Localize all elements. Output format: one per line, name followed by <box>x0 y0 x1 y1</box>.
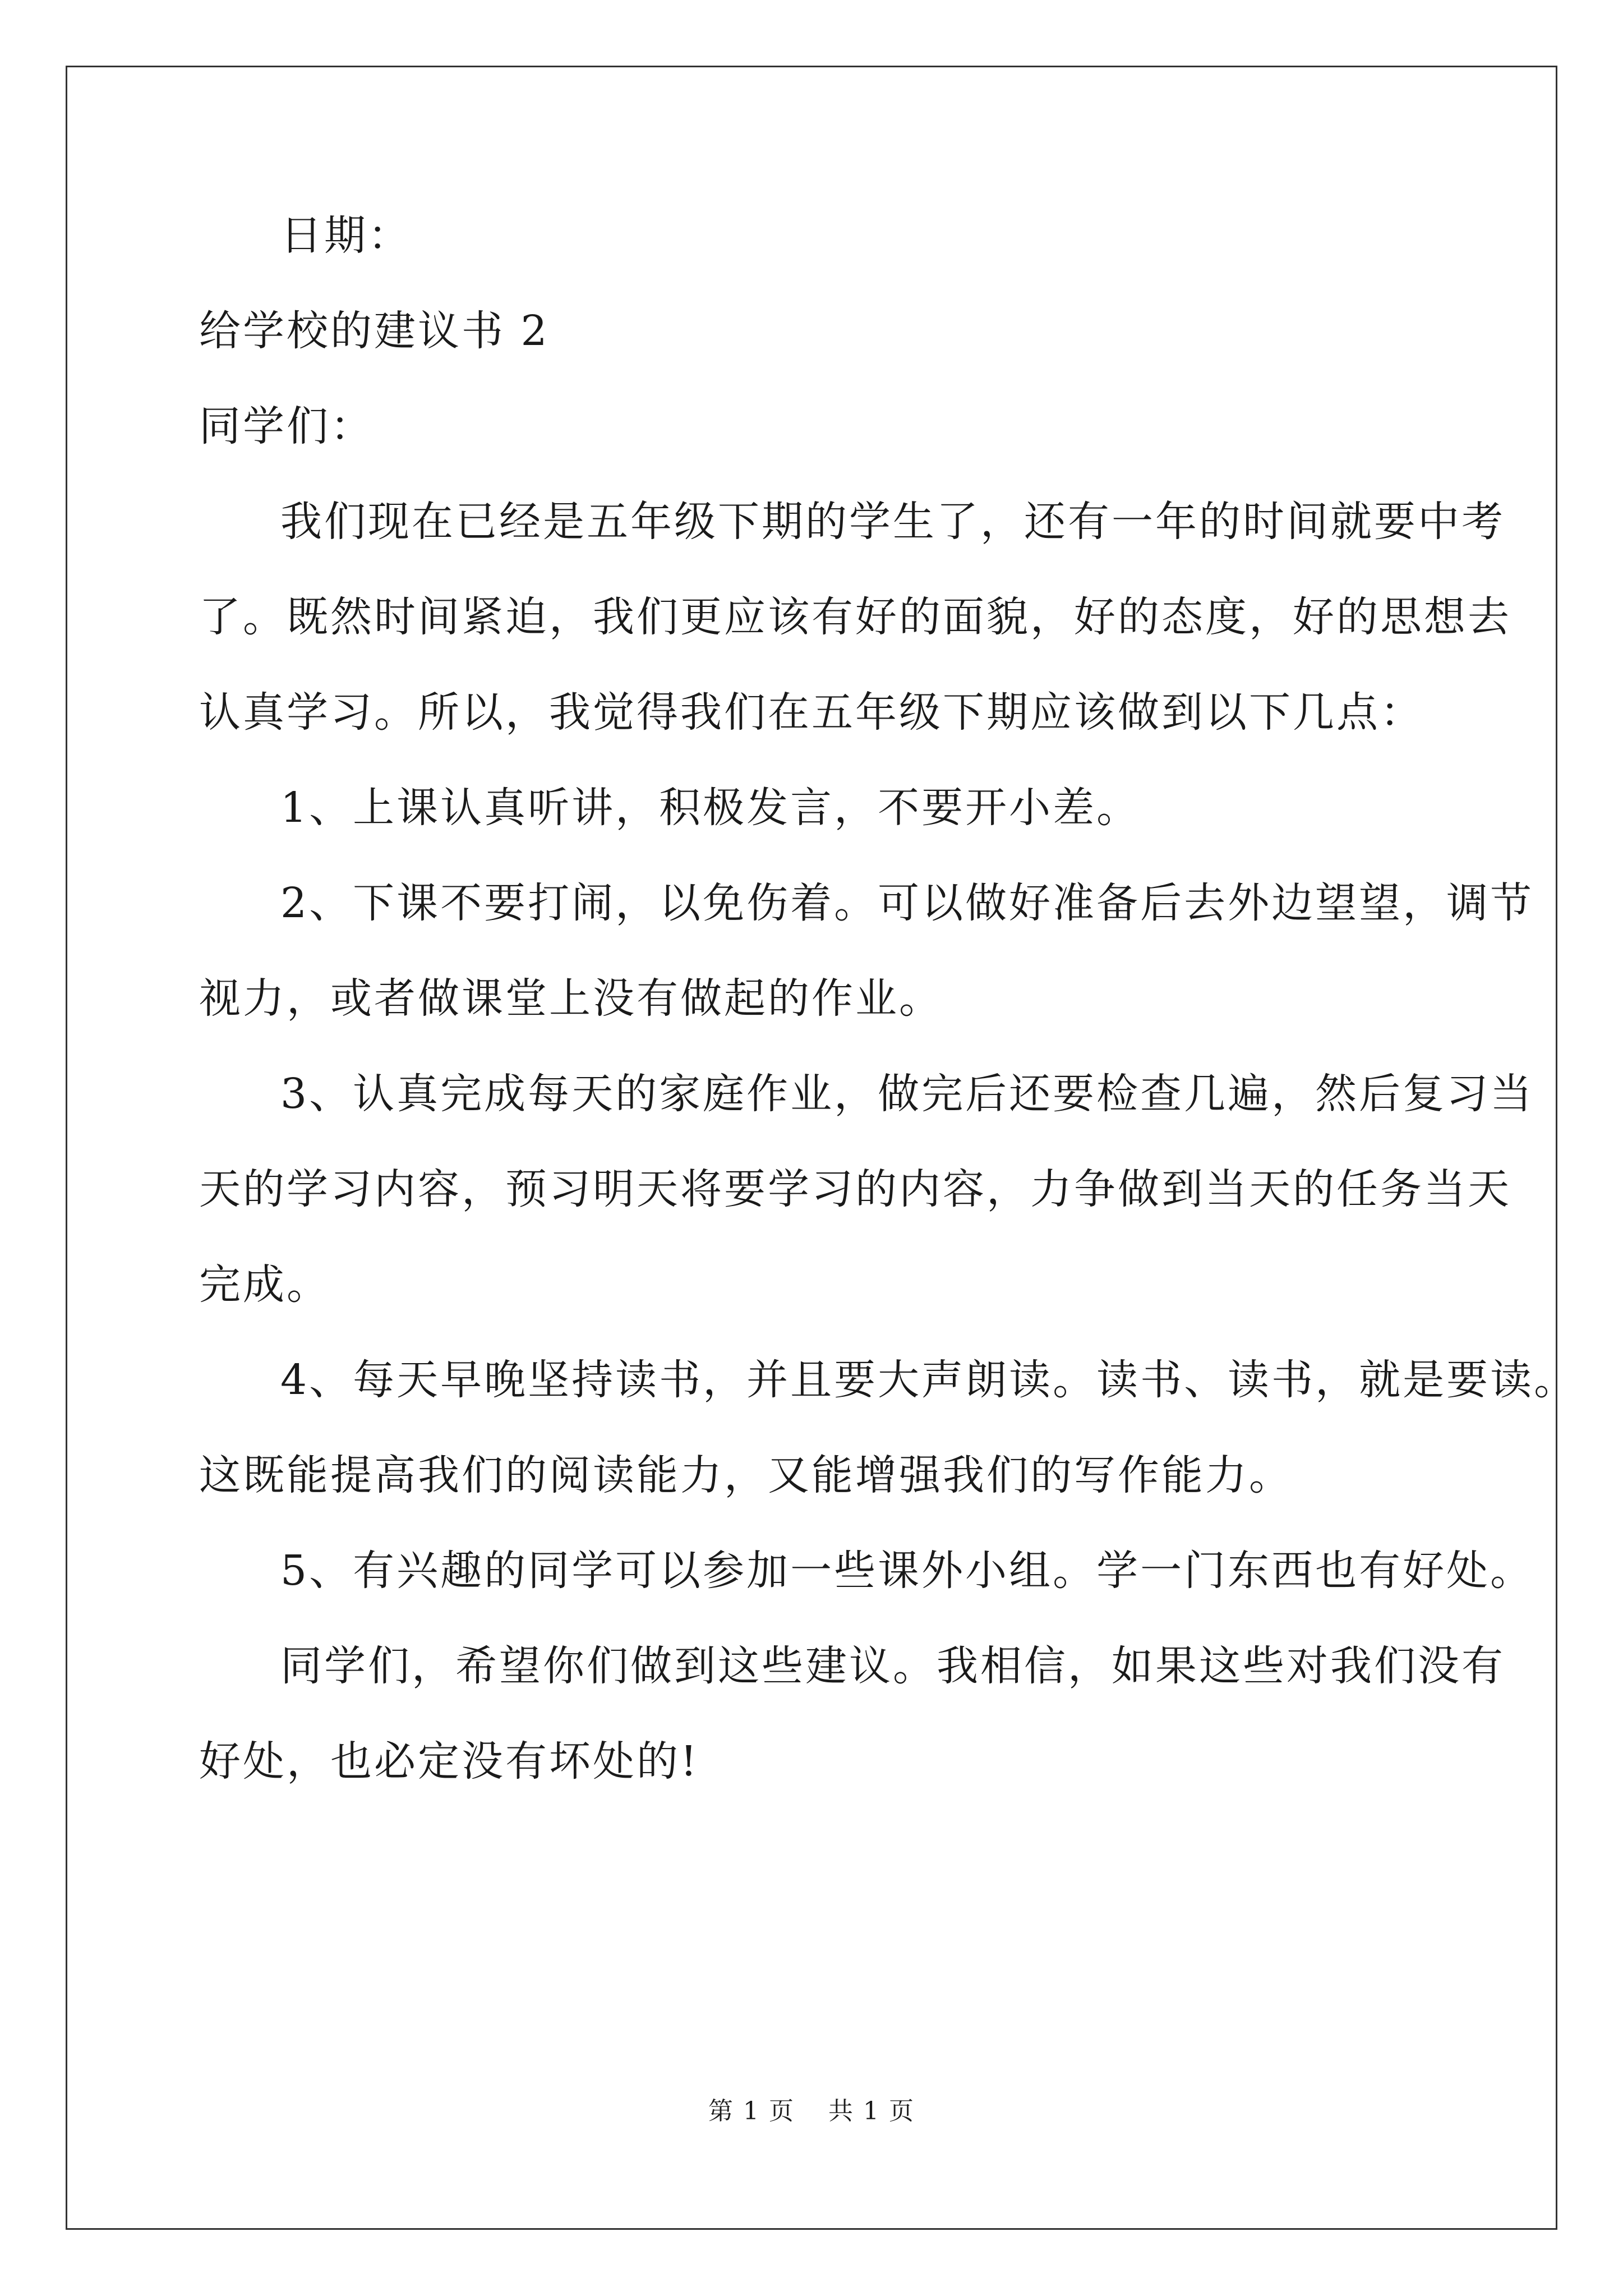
item3-line2: 天的学习内容，预习明天将要学习的内容，力争做到当天的任务当天 <box>199 1165 1511 1213</box>
paragraph1-line1: 我们现在已经是五年级下期的学生了，还有一年的时间就要中考 <box>280 498 1505 546</box>
item3-line3: 完成。 <box>199 1260 330 1309</box>
item2-line1: 2、下课不要打闹，以免伤着。可以做好准备后去外边望望，调节 <box>280 879 1534 927</box>
document-title: 给学校的建议书 2 <box>199 307 550 355</box>
closing-line1: 同学们，希望你们做到这些建议。我相信，如果这些对我们没有 <box>280 1642 1505 1690</box>
paragraph1-line3: 认真学习。所以，我觉得我们在五年级下期应该做到以下几点： <box>199 688 1424 737</box>
item3-line1: 3、认真完成每天的家庭作业，做完后还要检查几遍，然后复习当 <box>280 1070 1534 1118</box>
page-total: 共 1 页 <box>828 2097 915 2125</box>
page-footer <box>0 2096 1623 2127</box>
item2-line2: 视力，或者做课堂上没有做起的作业。 <box>199 974 943 1023</box>
item4-line1: 4、每天早晚坚持读书，并且要大声朗读。读书、读书，就是要读。 <box>280 1356 1578 1404</box>
item5-line1: 5、有兴趣的同学可以参加一些课外小组。学一门东西也有好处。 <box>280 1547 1534 1595</box>
paragraph1-line2: 了。既然时间紧迫，我们更应该有好的面貌，好的态度，好的思想去 <box>199 593 1511 641</box>
page-border <box>66 66 1578 2230</box>
item4-line2: 这既能提高我们的阅读能力，又能增强我们的写作能力。 <box>199 1451 1293 1499</box>
closing-line2: 好处，也必定没有坏处的! <box>199 1737 699 1786</box>
date-label: 日期： <box>280 211 412 260</box>
page-number: 第 1 页 <box>708 2097 795 2125</box>
item1-line1: 1、上课认真听讲，积极发言，不要开小差。 <box>280 784 1141 832</box>
salutation: 同学们： <box>199 402 374 450</box>
